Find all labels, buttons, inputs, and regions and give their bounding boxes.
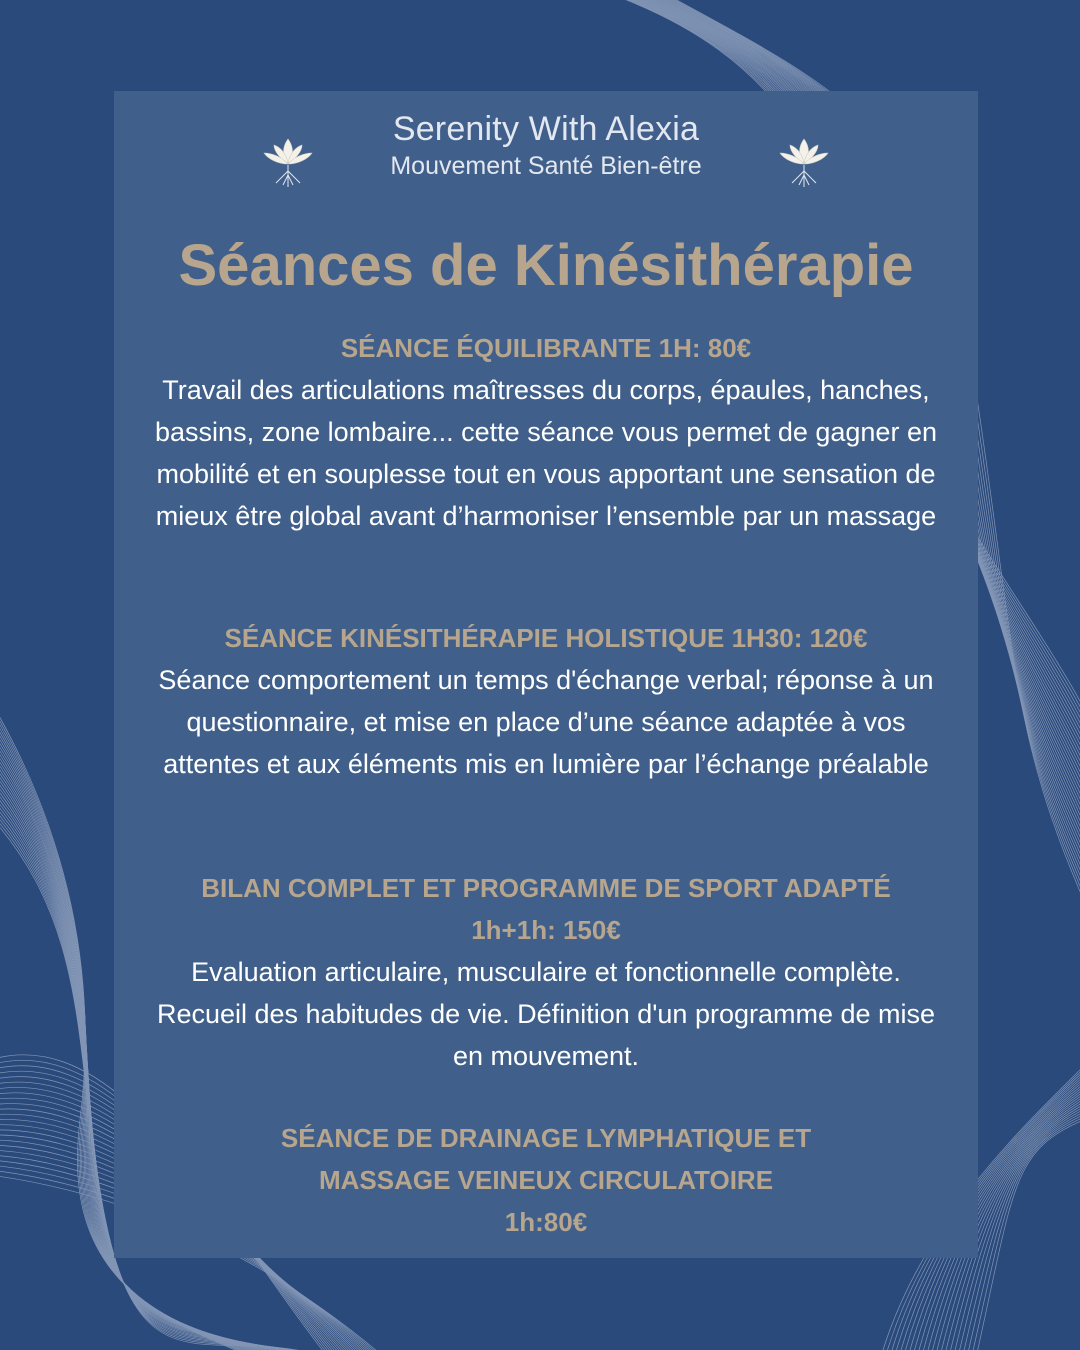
brand-name: Serenity With Alexia xyxy=(392,110,700,148)
service-description: Séance comportement un temps d'échange verbal; réponse à un questionnaire, et mise en place d’une séance adaptée à vos attentes et aux éléments mis en lumière par l’échange préalable xyxy=(158,665,934,779)
service-title: BILAN COMPLET ET PROGRAMME DE SPORT ADAPTÉ xyxy=(201,873,891,903)
wave-line xyxy=(966,1112,1080,1350)
service-section-bilan xyxy=(144,867,948,1077)
service-section-holistique xyxy=(144,617,948,785)
wave-line xyxy=(962,1109,1080,1350)
brand-header xyxy=(114,109,978,183)
service-title: SÉANCE DE DRAINAGE LYMPHATIQUE ET MASSAGE VEINEUX CIRCULATOIRE xyxy=(280,1123,812,1195)
service-description: Evaluation articulaire, musculaire et fonctionnelle complète. Recueil des habitudes de vie. Définition d'un programme de mise en mouvement. xyxy=(156,957,936,1071)
wave-line xyxy=(975,1117,1080,1350)
wave-line xyxy=(971,1115,1080,1350)
service-price: 1h+1h: 150€ xyxy=(471,915,621,945)
page-title: Séances de Kinésithérapie xyxy=(178,233,914,298)
service-description: Travail des articulations maîtresses du corps, épaules, hanches, bassins, zone lombaire... cette séance vous permet de gagner en mobilité et en souplesse tout en vous apportant une sensation de mieux être global avant d’harmoniser l’ensemble par un massage xyxy=(155,375,937,531)
service-title: SÉANCE ÉQUILIBRANTE 1H: 80€ xyxy=(340,333,752,363)
brand-tagline: Mouvement Santé Bien-être xyxy=(390,152,702,180)
service-price: 1h:80€ xyxy=(504,1207,588,1237)
service-section-equilibrante xyxy=(144,327,948,537)
service-section-drainage xyxy=(234,1117,858,1243)
content-panel xyxy=(114,91,978,1258)
service-title: SÉANCE KINÉSITHÉRAPIE HOLISTIQUE 1H30: 120€ xyxy=(224,623,868,653)
